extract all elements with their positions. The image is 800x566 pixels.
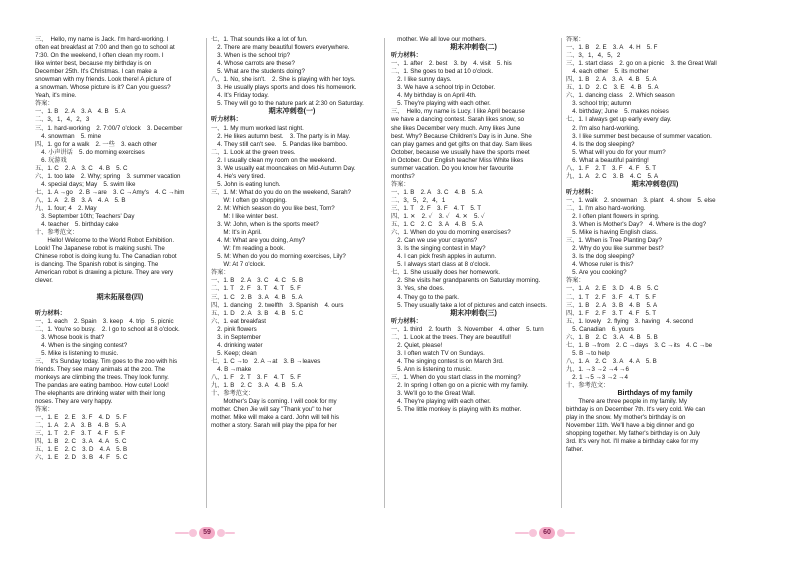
text-line: 六、1. dancing class 2. Which season	[566, 92, 675, 100]
text-line: 2. I'm also hard-working.	[566, 124, 640, 132]
text-line: 四、1. ✕ 2. ✓ 3. ✓ 4. ✕ 5. ✓	[391, 213, 485, 221]
text-line: 3. Is the dog sleeping?	[566, 253, 635, 261]
text-line: 答案：	[35, 406, 54, 414]
text-line: 三、 Hello, my name is Lucy. I like April because	[391, 108, 525, 116]
text-line: 4. special days; May 5. swim like	[35, 180, 136, 188]
text-line: 5. Keep; clean	[211, 349, 257, 357]
text-line: M: I like winter best.	[211, 213, 279, 221]
text-line: 2. She visits her grandparents on Saturday morning.	[391, 277, 541, 285]
text-line: 2. In spring I often go on a picnic with my family.	[391, 382, 529, 390]
text-line: Mother's Day is coming. I will cook for my	[211, 398, 337, 406]
text-line: December 25th. It's Christmas. I can make a	[35, 68, 157, 76]
text-line: 3. I like summer best because of summer vacation.	[566, 132, 712, 140]
text-line: 一、1. B 2. E 3. A 4. H 5. F	[566, 44, 658, 52]
text-line: 2. I like sunny days.	[391, 76, 452, 84]
text-line: 五、1. D 2. C 3. E 4. B 5. A	[566, 84, 659, 92]
text-line: 3. W: John, when is the sports meet?	[211, 221, 319, 229]
text-line: summer vacation. Do you know her favourite	[391, 164, 514, 172]
text-line: father.	[566, 446, 584, 454]
text-line	[35, 302, 205, 310]
text-line: 5. M: When do you do morning exercises, Lily?	[211, 253, 346, 261]
text-line: American robot is drawing a picture. They are very	[35, 269, 174, 277]
text-line: 4. teacher 5. birthday cake	[35, 221, 119, 229]
page-number-right: 60	[539, 527, 555, 539]
text-line: October, because we usually have the sports meet	[391, 148, 530, 156]
text-line: 三、1. hard-working 2. 7:00/7 o'clock 3. December	[35, 124, 183, 132]
text-line: a snowman. Whose picture is it? Can you guess?	[35, 84, 171, 92]
text-line: 六、1. When do you do morning exercises?	[391, 229, 511, 237]
text-line: 答案：	[391, 180, 410, 188]
text-line: 五、1. E 2. C 3. D 4. A 5. B	[35, 446, 128, 454]
text-line: 4. When is the singing contest?	[35, 341, 128, 349]
text-line: 4. snowman 5. mine	[35, 132, 102, 140]
column-divider	[561, 38, 562, 508]
page-number-left: 59	[199, 527, 215, 539]
subsection-label: 听力材料：	[211, 116, 242, 124]
text-line: 3. When is the school trip?	[211, 52, 291, 60]
text-line: 3. Is the singing contest in May?	[391, 245, 486, 253]
text-line: mother. Chen Jie will say "Thank you" to her	[211, 406, 332, 414]
text-line: 5. They're playing with each other.	[391, 100, 491, 108]
text-line: 3rd. It's very hot. I'll make a birthday cake for my	[566, 438, 699, 446]
text-line: 二、1. A 2. A 3. B 4. B 5. A	[35, 422, 126, 430]
text-line: 5. B →to help	[566, 349, 610, 357]
text-line: There are three people in my family. My	[566, 398, 687, 406]
text-line: Yeah, it's mine.	[35, 92, 77, 100]
text-line: 九、1. →3 →2 →4 →6	[566, 365, 629, 373]
text-line: 4. They still can't see. 5. Pandas like bamboo.	[211, 140, 348, 148]
text-line: 4. They're playing with each other.	[391, 398, 491, 406]
text-line: 五、1. D 2. A 3. B 4. B 5. C	[211, 309, 304, 317]
text-line: often eat breakfast at 7:00 and then go to school at	[35, 44, 175, 52]
text-line: clever.	[35, 277, 53, 285]
text-line: 4. Whose ruler is this?	[566, 261, 634, 269]
text-line: 5. What are the students doing?	[211, 68, 305, 76]
text-line: 4. drinking water	[211, 341, 263, 349]
column-3	[391, 36, 556, 414]
text-line: 2. I usually clean my room on the weekend.	[211, 156, 337, 164]
text-line: 七、1. That sounds like a lot of fun.	[211, 36, 308, 43]
text-line: 三、 Hello, my name is Jack. I'm hard-working. I	[35, 36, 169, 43]
text-line: 5. Are you cooking?	[566, 269, 627, 277]
text-line: 十、参考范文：	[211, 390, 255, 398]
text-line: The pandas are eating bamboo. How cute! Look!	[35, 382, 169, 390]
text-line: 5. Canadian 6. yours	[566, 325, 634, 333]
text-line: 一、1. B 2. A 3. C 4. B 5. A	[391, 188, 483, 196]
text-line: mother. Mike will make a card. John will tell his	[211, 414, 339, 422]
text-line: birthday is on December 7th. It's very cold. We can	[566, 406, 706, 414]
text-line: 5. Ann is listening to music.	[391, 365, 472, 373]
text-line: 五、1. C 2. C 3. A 4. B 5. A	[391, 221, 483, 229]
text-line: 4. M: What are you doing, Amy?	[211, 237, 306, 245]
text-line: mother a story. Sarah will play the pipa for her	[211, 422, 337, 430]
text-line	[35, 285, 205, 293]
text-line: friends. They see many animals at the zoo. The	[35, 365, 166, 373]
text-line: 八、1. A 2. B 3. A 4. A 5. B	[35, 196, 126, 204]
column-divider	[206, 38, 207, 508]
text-line: 4. B →make	[211, 365, 252, 373]
text-line: 六、1. too late 2. Why; spring 3. summer vacation	[35, 172, 181, 180]
text-line: snowman with my friends. Look there! A picture of	[35, 76, 172, 84]
column-1	[35, 36, 205, 462]
text-line: 三、1. start class 2. go on a picnic 3. the Great Wall	[566, 60, 717, 68]
text-line: 七、1. B →from 2. C →days 3. C →its 4. C →be	[566, 341, 713, 349]
text-line: 二、1. T 2. F 3. F 4. T 5. F	[566, 293, 657, 301]
text-line: we have a dancing contest. Sarah likes snow, so	[391, 116, 525, 124]
text-line: 答案：	[35, 100, 54, 108]
text-line: 2. He likes autumn best. 3. The party is in May.	[211, 132, 351, 140]
text-line: M: It's in April.	[211, 229, 262, 237]
text-line: 2. I often plant flowers in spring.	[566, 213, 660, 221]
text-line: 五、1. lovely 2. flying 3. having 4. second	[566, 317, 693, 325]
text-line: W: I often go shopping.	[211, 196, 287, 204]
text-line: 3. school trip; autumn	[566, 100, 632, 108]
text-line: 一、1. walk 2. snowman 3. plant 4. show 5. else	[566, 196, 716, 204]
text-line: 3. in September	[211, 333, 261, 341]
text-line: 四、1. dancing 2. twelfth 3. Spanish 4. ours	[211, 301, 344, 309]
text-line: 二、3，1，4，5，2	[566, 52, 621, 60]
text-line: 2. Why do you like summer best?	[566, 245, 664, 253]
text-line: 4. The singing contest is on March 3rd.	[391, 357, 504, 365]
text-line: 四、1. go for a walk 2. 一些 3. each other	[35, 140, 158, 148]
text-line: 4. It's Friday today.	[211, 92, 269, 100]
text-line: 3. We have a school trip in October.	[391, 84, 496, 92]
text-line: 2. M: Which season do you like best, Tom?	[211, 204, 335, 212]
text-line: 三、1. When is Tree Planting Day?	[566, 237, 662, 245]
text-line: 4. He's very tired.	[211, 172, 266, 180]
subsection-label: 听力材料：	[566, 188, 597, 196]
text-line: 七、1. C →to 2. A →at 3. B →leaves	[211, 357, 321, 365]
text-line: 一、1. E 2. E 3. F 4. D 5. F	[35, 414, 127, 422]
text-line: best. Why? Because Children's Day is in June. She	[391, 132, 532, 140]
text-line: in October. Our English teacher Miss White likes	[391, 156, 524, 164]
text-line: 六、1. eat breakfast	[211, 317, 267, 325]
text-line: 一、1. each 2. Spain 3. keep 4. trip 5. picnic	[35, 317, 174, 325]
text-line: 九、1. four; 4 2. May	[35, 204, 97, 212]
text-line: 二、3，1，4，2，3	[35, 116, 90, 124]
subsection-label: 听力材料：	[391, 52, 422, 60]
text-line: 2. 1 →5 →3 →2 →4	[566, 373, 628, 381]
text-line: is dancing. The Spanish robot is singing. The	[35, 261, 159, 269]
text-line: 八、1. A 2. C 3. A 4. A 5. B	[566, 357, 657, 365]
text-line: 四、1. B 2. A 3. A 4. B 5. A	[566, 76, 657, 84]
text-line: 三、1. B 2. A 3. B 4. B 5. A	[566, 301, 658, 309]
text-line: 2. Can we use your crayons?	[391, 237, 478, 245]
text-line: 4. I can pick fresh apples in autumn.	[391, 253, 497, 261]
text-line: 2. Quiet, please!	[391, 341, 443, 349]
text-line: 九、1. A 2. C 3. B 4. C 5. A	[566, 172, 659, 180]
text-line: 七、1. I always get up early every day.	[566, 116, 672, 124]
text-line: 3. Yes, she does.	[391, 285, 445, 293]
text-line: 二、1. Look at the trees. They are beautiful!	[391, 333, 511, 341]
text-line: 三、1. T 2. F 3. F 4. T 5. T	[391, 204, 481, 212]
text-line: 三、1. When do you start class in the morning?	[391, 373, 521, 381]
text-line: play in the snow. My mother's birthday is on	[566, 414, 686, 422]
text-line: 3. September 10th; Teachers' Day	[35, 213, 135, 221]
footer-left	[175, 526, 235, 540]
section-heading: 期末冲刺卷(二)	[450, 44, 497, 52]
text-line: 答案：	[211, 269, 230, 277]
text-line: like winter best, because my birthday is on	[35, 60, 152, 68]
text-line: 3. When is Mother's Day? 4. Where is the dog?	[566, 221, 707, 229]
text-line: 4. My birthday is on April 4th.	[391, 92, 477, 100]
footer-right	[515, 526, 575, 540]
text-line: The elephants are drinking water with their long	[35, 390, 166, 398]
text-line: 三、1. T 2. F 3. T 4. F 5. F	[35, 430, 126, 438]
text-line: 2. pink flowers	[211, 325, 257, 333]
text-line: 3. We usually eat mooncakes on Mid-Autumn Day.	[211, 164, 356, 172]
text-line: 二、1. Look at the green trees.	[211, 148, 296, 156]
section-heading: 期末冲刺卷(三)	[450, 309, 497, 317]
section-heading: 期末冲刺卷(一)	[268, 108, 316, 116]
text-line: 4. birthday; June 5. makes noises	[566, 108, 669, 116]
column-2	[211, 36, 373, 430]
essay-title: Birthdays of my family	[617, 390, 693, 398]
text-line: 二、1. She goes to bed at 10 o'clock.	[391, 68, 493, 76]
text-line: 二、1. I'm also hard-working.	[566, 204, 646, 212]
text-line: 二、3，5，2，4，1	[391, 196, 446, 204]
text-line: W: At 7 o'clock.	[211, 261, 266, 269]
text-line: 七、1. A →go 2. B →are 3. C →Amy's 4. C →him	[35, 188, 185, 196]
text-line: 三、1. C 2. B 3. A 4. B 5. A	[211, 293, 303, 301]
text-line: shopping together. My father's birthday is on July	[566, 430, 700, 438]
text-line: 6. What a beautiful painting!	[566, 156, 649, 164]
text-line: 4. 小声讲话 5. do morning exercises	[35, 148, 145, 156]
text-line: monkeys are climbing the trees. They look funny.	[35, 373, 169, 381]
text-line: 一、1. B 2. A 3. A 4. B 5. A	[35, 108, 126, 116]
text-line: 6. 玩游戏	[35, 156, 67, 164]
text-line: 十、参考范文：	[566, 382, 610, 390]
text-line: 答案：	[566, 36, 585, 43]
text-line: can play games and get gifts on that day. Sam likes	[391, 140, 532, 148]
text-line: 7:30. On the weekend, I often clean my room. I	[35, 52, 164, 60]
text-line: 一、1. B 2. A 3. C 4. C 5. B	[211, 277, 304, 285]
text-line: 3. Whose book is that?	[35, 333, 105, 341]
text-line: noses. They are very happy.	[35, 398, 113, 406]
text-line: 十、参考范文：	[35, 229, 79, 237]
text-line: 一、1. A 2. E 3. D 4. B 5. C	[566, 285, 659, 293]
text-line: W: I'm reading a book.	[211, 245, 285, 253]
text-line: 四、1. B 2. C 3. A 4. A 5. C	[35, 438, 127, 446]
text-line: 五、1. C 2. A 3. C 4. B 5. C	[35, 164, 128, 172]
text-line: 4. Is the dog sleeping?	[566, 140, 635, 148]
text-line: 二、1. You're so busy. 2. I go to school at 8 o'clock.	[35, 325, 180, 333]
text-line: 六、1. E 2. D 3. B 4. F 5. C	[35, 454, 128, 462]
text-line: 答案：	[566, 277, 585, 285]
text-line: 二、1. T 2. F 3. T 4. T 5. F	[211, 285, 301, 293]
text-line: 2. There are many beautiful flowers everywhere.	[211, 44, 350, 52]
text-line: Hello! Welcome to the World Robot Exhibition.	[35, 237, 175, 245]
text-line: 3. We'll go to the Great Wall.	[391, 390, 476, 398]
text-line: 三、1. M: What do you do on the weekend, Sarah?	[211, 188, 351, 196]
text-line: Chinese robot is doing kung fu. The Canadian robot	[35, 253, 177, 261]
text-line: 三、 It's Sunday today. Tim goes to the zoo with his	[35, 357, 178, 365]
text-line: 一、1. after 2. best 3. by 4. visit 5. his	[391, 60, 512, 68]
column-divider	[384, 38, 385, 508]
subsection-label: 听力材料：	[391, 317, 422, 325]
text-line: 4. Whose carrots are these?	[211, 60, 295, 68]
text-line: 5. They will go to the nature park at 2:30 on Saturday.	[211, 100, 364, 108]
text-line: 3. He usually plays sports and does his homework.	[211, 84, 357, 92]
text-line: 七、1. She usually does her homework.	[391, 269, 501, 277]
text-line: November 11th. We'll have a big dinner and go	[566, 422, 695, 430]
text-line: 八、1. F 2. T 3. F 4. T 5. F	[211, 373, 301, 381]
section-heading: 期末拓展卷(四)	[96, 293, 144, 301]
text-line: Look! The Japanese robot is making sushi. The	[35, 245, 165, 253]
text-line: 5. They usually take a lot of pictures and catch insects.	[391, 301, 548, 309]
text-line: months?	[391, 172, 415, 180]
text-line: 九、1. B 2. C 3. A 4. B 5. A	[211, 382, 303, 390]
text-line: 六、1. B 2. C 3. A 4. B 5. B	[566, 333, 658, 341]
text-line: 5. Mike is having English class.	[566, 229, 658, 237]
text-line: 4. They go to the park.	[391, 293, 459, 301]
section-heading: 期末冲刺卷(四)	[631, 180, 679, 188]
text-line: 4. each other 5. its mother	[566, 68, 649, 76]
column-4	[566, 36, 744, 454]
text-line: 5. I always start class at 8 o'clock.	[391, 261, 491, 269]
text-line: 5. What will you do for your mum?	[566, 148, 666, 156]
text-line: 5. John is eating lunch.	[211, 180, 281, 188]
text-line: 八、1. No, she isn't. 2. She is playing with her toys.	[211, 76, 356, 84]
text-line: 5. Mike is listening to music.	[35, 349, 119, 357]
text-line: 八、1. F 2. T 3. F 4. F 5. T	[566, 164, 657, 172]
text-line: 3. I often watch TV on Sundays.	[391, 349, 485, 357]
text-line: she likes December very much. Amy likes June	[391, 124, 521, 132]
text-line: mother. We all love our mothers.	[391, 36, 487, 43]
text-line: 四、1. F 2. F 3. T 4. F 5. T	[566, 309, 657, 317]
subsection-label: 听力材料：	[35, 309, 66, 317]
text-line: 一、1. third 2. fourth 3. November 4. other 5. turn	[391, 325, 544, 333]
text-line: 一、1. My mum worked last night.	[211, 124, 304, 132]
text-line: 5. The little monkey is playing with its mother.	[391, 406, 522, 414]
